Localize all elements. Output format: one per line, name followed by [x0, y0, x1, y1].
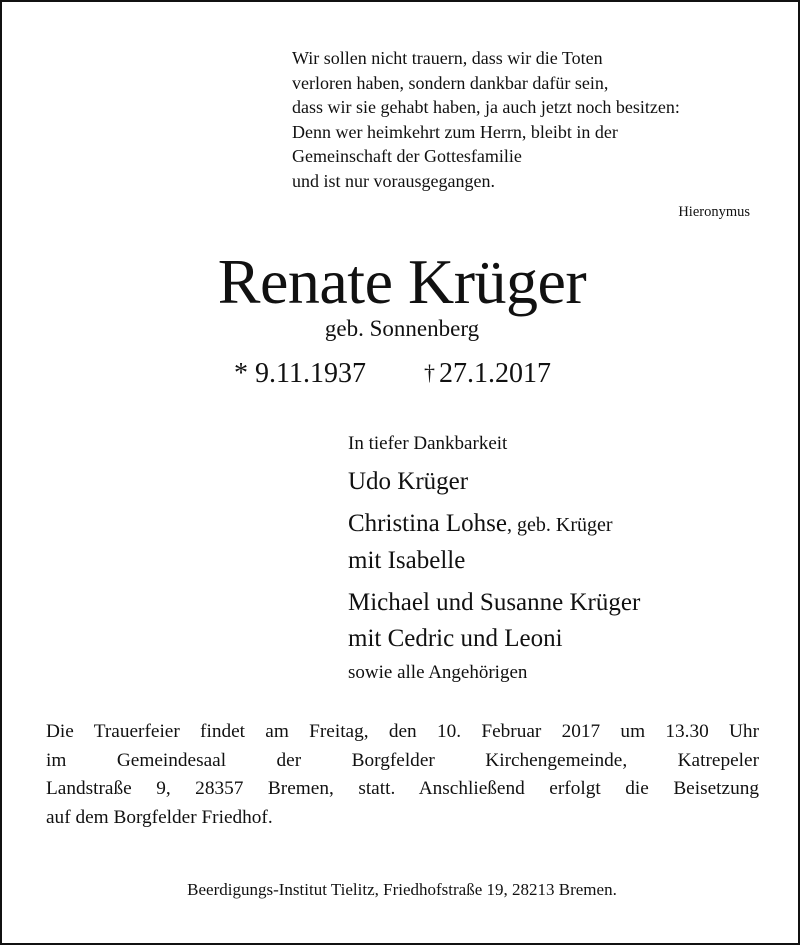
mourner-entry: [348, 506, 640, 543]
mourners-block: [348, 432, 640, 687]
mourner-entry: mit Isabelle: [348, 547, 466, 574]
mourner-entry: Udo Krüger: [348, 468, 469, 495]
quote-line: verloren haben, sondern dankbar dafür sein,: [292, 72, 609, 93]
undertaker-info: Beerdigungs-Institut Tielitz, Friedhofstraße 19, 28213 Bremen.: [187, 880, 617, 899]
mourner-name: Christina Lohse: [348, 510, 508, 537]
funeral-line: Landstraße 9, 28357 Bremen, statt. Anschließend erfolgt die Beisetzung: [46, 778, 759, 799]
quote-line: Wir sollen nicht trauern, dass wir die Toten: [292, 48, 603, 68]
life-dates: [234, 358, 551, 390]
mourner-entry: Michael und Susanne Krüger: [348, 589, 641, 616]
death-date-group: [424, 358, 551, 390]
dagger-icon: †: [424, 360, 435, 385]
mourners-outro: sowie alle Angehörigen: [348, 662, 528, 683]
quote-block: [292, 46, 680, 193]
funeral-line: auf dem Borgfelder Friedhof.: [46, 806, 273, 828]
quote-author: Hieronymus: [678, 204, 750, 220]
death-date: 27.1.2017: [439, 358, 551, 389]
mourners-intro: In tiefer Dankbarkeit: [348, 433, 508, 454]
maiden-name: geb. Sonnenberg: [324, 316, 480, 341]
quote-line: und ist nur vorausgegangen.: [292, 170, 495, 191]
mourner-maiden-name: , geb. Krüger: [507, 514, 613, 536]
quote-line: Denn wer heimkehrt zum Herrn, bleibt in der: [292, 121, 618, 142]
funeral-details: [46, 718, 759, 832]
funeral-line: Die Trauerfeier findet am Freitag, den 10. Februar 2017 um 13.30 Uhr: [46, 721, 759, 742]
deceased-name: Renate Krüger: [217, 246, 587, 317]
funeral-line: im Gemeindesaal der Borgfelder Kirchengemeinde, Katrepeler: [46, 749, 759, 771]
quote-line: Gemeinschaft der Gottesfamilie: [292, 146, 522, 166]
birth-date: * 9.11.1937: [234, 358, 366, 389]
quote-line: dass wir sie gehabt haben, ja auch jetzt noch besitzen:: [292, 97, 680, 117]
mourner-entry: mit Cedric und Leoni: [348, 625, 563, 652]
